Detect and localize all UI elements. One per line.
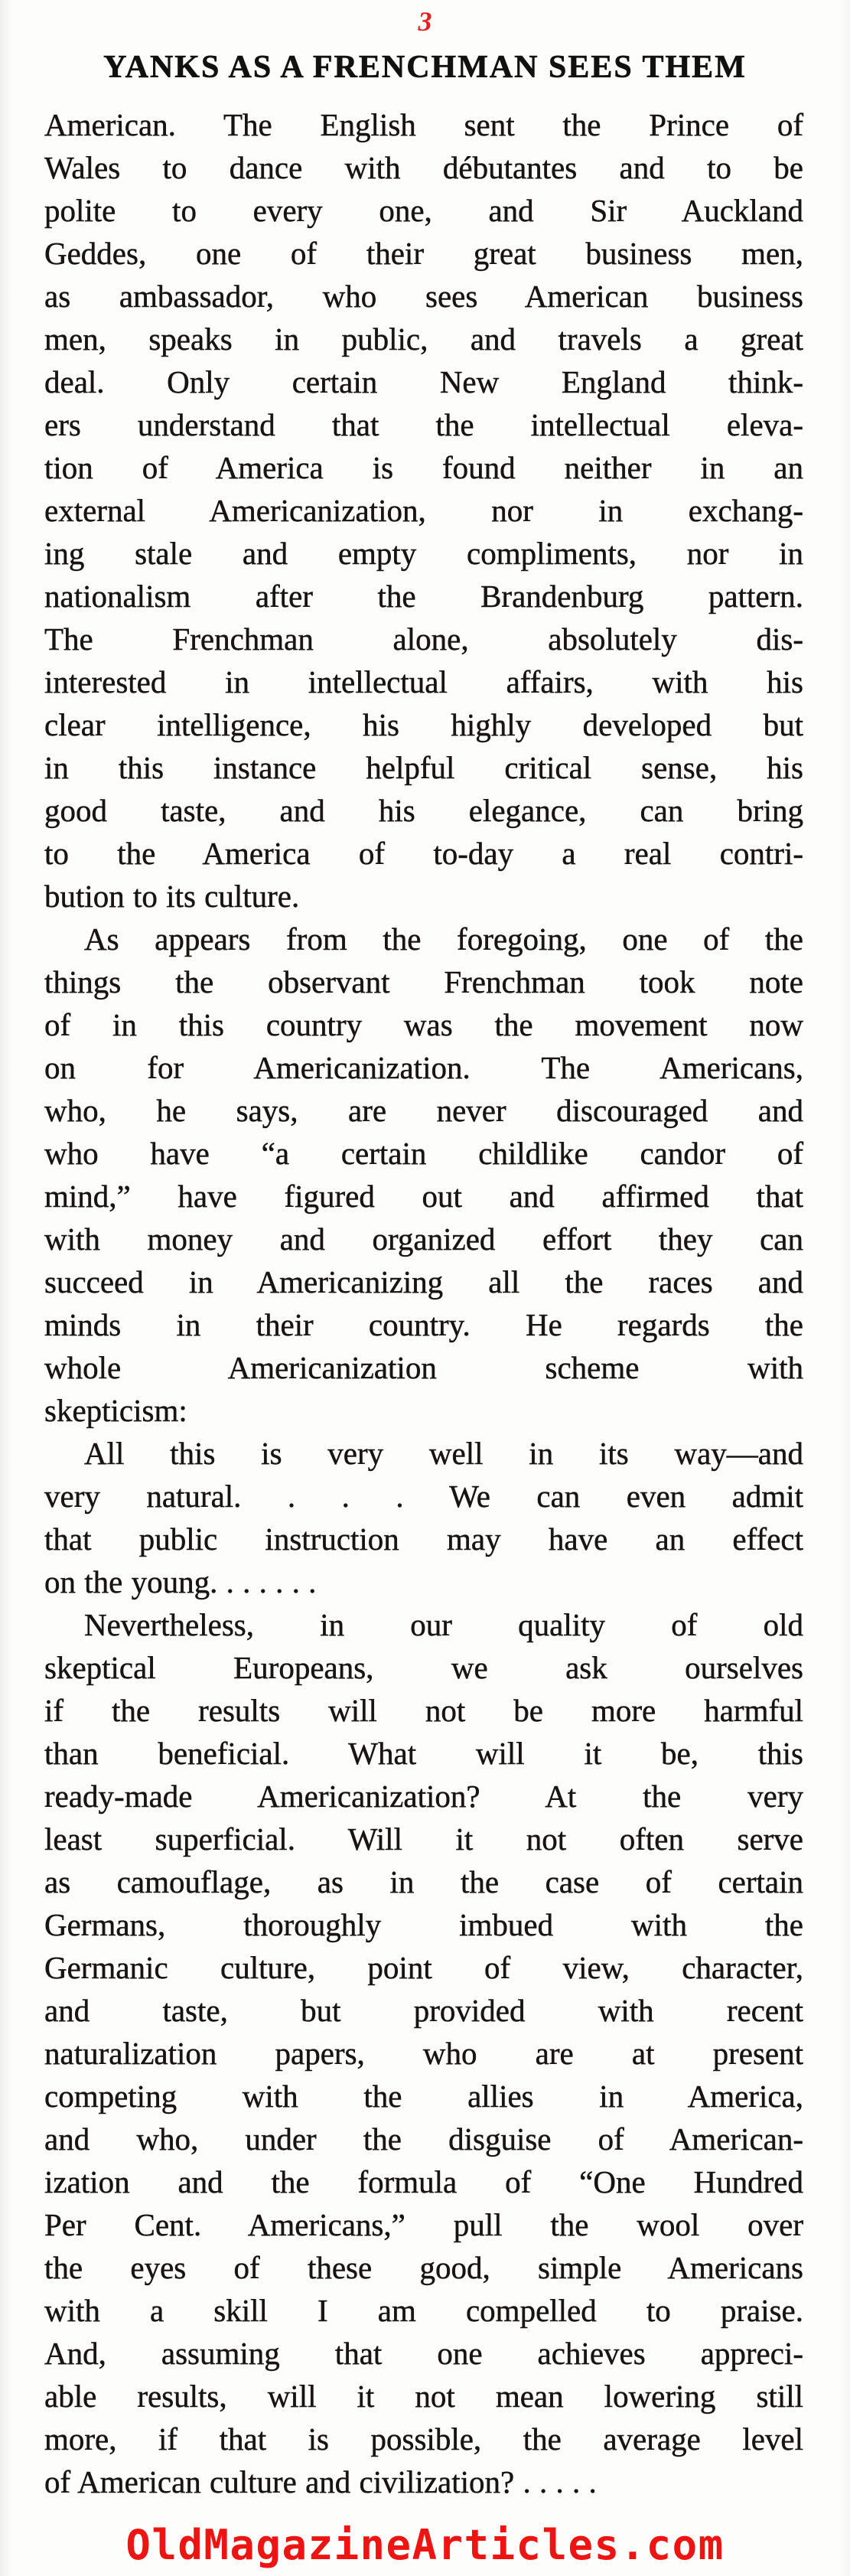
text-line: ready-made Americanization? At the very	[44, 1779, 803, 1814]
text-line: able results, will it not mean lowering still	[44, 2379, 803, 2414]
text-line: of in this country was the movement now	[44, 1007, 803, 1042]
text-line: as camouflage, as in the case of certain	[44, 1864, 803, 1899]
text-line: that public instruction may have an effect	[44, 1521, 803, 1557]
text-line: external Americanization, nor in exchang-	[44, 493, 803, 528]
text-line: more, if that is possible, the average level	[44, 2421, 803, 2457]
text-line: on for Americanization. The Americans,	[44, 1050, 803, 1085]
text-line: Geddes, one of their great business men,	[44, 236, 803, 271]
paragraph	[44, 1603, 803, 2503]
text-line: tion of America is found neither in an	[44, 450, 803, 485]
text-line: All this is very well in its way—and	[84, 1436, 803, 1471]
text-line: mind,” have figured out and affirmed that	[44, 1179, 803, 1214]
text-line: least superficial. Will it not often serve	[44, 1821, 803, 1857]
text-line: Germans, thoroughly imbued with the	[44, 1907, 803, 1942]
text-line: American. The English sent the Prince of	[44, 107, 803, 142]
text-line: skeptical Europeans, we ask ourselves	[44, 1650, 803, 1685]
text-line: skepticism:	[44, 1393, 187, 1428]
text-line: if the results will not be more harmful	[44, 1693, 803, 1728]
text-line: and taste, but provided with recent	[44, 1993, 803, 2028]
footer-watermark: OldMagazineArticles.com	[125, 2521, 725, 2569]
text-line: Per Cent. Americans,” pull the wool over	[44, 2207, 803, 2242]
text-line: polite to every one, and Sir Auckland	[44, 193, 803, 228]
text-line: Germanic culture, point of view, character,	[44, 1950, 803, 1985]
text-line: with money and organized effort they can	[44, 1221, 803, 1257]
text-line: on the young. . . . . . .	[44, 1564, 317, 1599]
text-line: the eyes of these good, simple Americans	[44, 2250, 803, 2285]
text-line: deal. Only certain New England think-	[44, 364, 803, 399]
text-line: ing stale and empty compliments, nor in	[44, 536, 803, 571]
text-line: bution to its culture.	[44, 879, 300, 914]
text-line: ization and the formula of “One Hundred	[44, 2164, 803, 2199]
text-line: who, he says, are never discouraged and	[44, 1093, 803, 1128]
text-line: Wales to dance with débutantes and to be	[44, 150, 803, 185]
text-line: very natural. . . . We can even admit	[44, 1479, 803, 1514]
text-line: naturalization papers, who are at present	[44, 2036, 803, 2071]
text-line: good taste, and his elegance, can bring	[44, 793, 803, 828]
text-line: with a skill I am compelled to praise.	[44, 2293, 803, 2328]
text-line: minds in their country. He regards the	[44, 1307, 803, 1342]
text-line: and who, under the disguise of American-	[44, 2121, 803, 2157]
article-body	[44, 103, 803, 2503]
text-line: Nevertheless, in our quality of old	[84, 1607, 803, 1642]
text-line: whole Americanization scheme with	[44, 1350, 803, 1385]
page-number: 3	[418, 6, 432, 37]
text-line: men, speaks in public, and travels a great	[44, 321, 803, 357]
text-line: clear intelligence, his highly developed but	[44, 707, 803, 742]
text-line: of American culture and civilization? . . . . .	[44, 2464, 597, 2499]
text-line: who have “a certain childlike candor of	[44, 1136, 803, 1171]
paragraph	[44, 103, 803, 918]
text-line: as ambassador, who sees American business	[44, 279, 803, 314]
text-line: nationalism after the Brandenburg pattern.	[44, 579, 803, 614]
paragraph	[44, 1432, 803, 1603]
text-line: to the America of to-day a real contri-	[44, 836, 803, 871]
text-line: ers understand that the intellectual eleva-	[44, 407, 803, 442]
text-line: And, assuming that one achieves appreci-	[44, 2336, 803, 2371]
text-line: in this instance helpful critical sense, his	[44, 750, 803, 785]
text-line: The Frenchman alone, absolutely dis-	[44, 621, 803, 657]
text-line: As appears from the foregoing, one of the	[84, 921, 803, 957]
text-line: competing with the allies in America,	[44, 2079, 803, 2114]
text-line: than beneficial. What will it be, this	[44, 1736, 803, 1771]
text-line: interested in intellectual affairs, with his	[44, 664, 803, 699]
text-line: succeed in Americanizing all the races and	[44, 1264, 803, 1299]
text-line: things the observant Frenchman took note	[44, 964, 803, 999]
paragraph	[44, 918, 803, 1432]
article-title: YANKS AS A FRENCHMAN SEES THEM	[103, 50, 747, 85]
